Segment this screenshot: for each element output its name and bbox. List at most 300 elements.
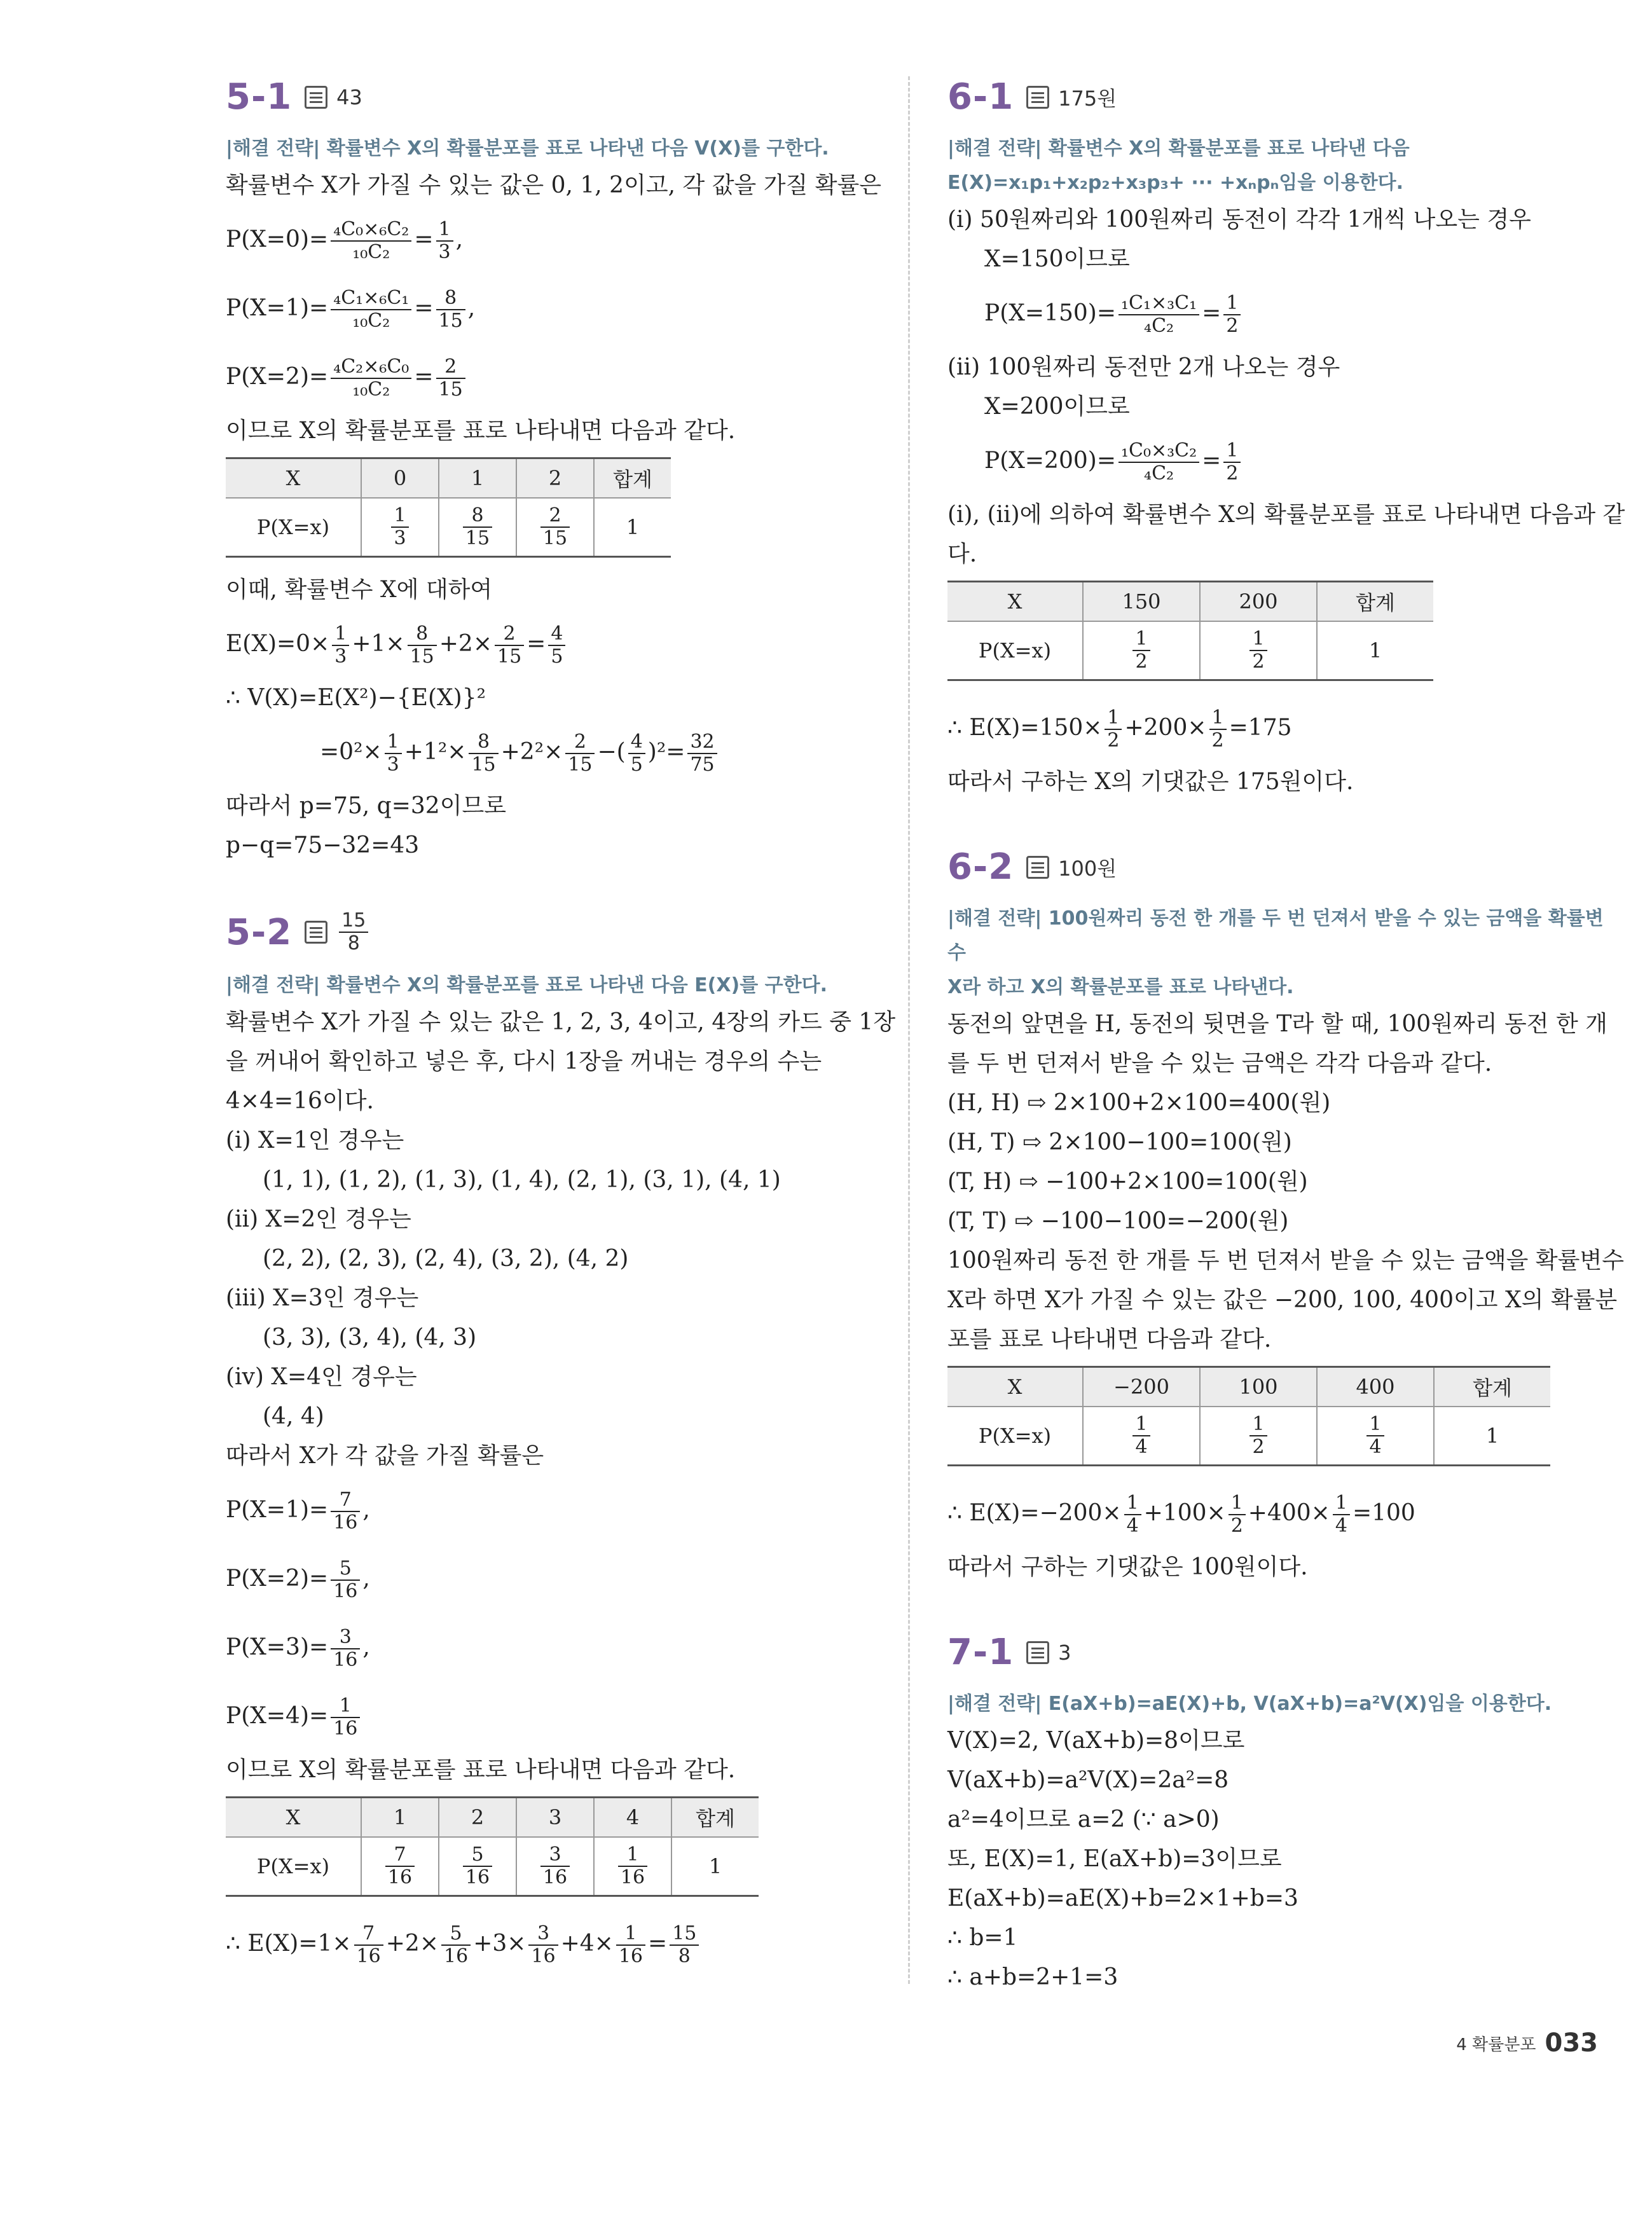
numerator: 5 [441, 1923, 471, 1946]
fraction [1249, 1414, 1267, 1458]
page-number: 033 [1545, 2028, 1598, 2058]
table-header: 2 [516, 458, 594, 499]
text-line: 4×4=16이다. [226, 1088, 374, 1114]
eq-part: E(X)=0× [226, 631, 330, 657]
text-line: X=150이므로 [984, 246, 1130, 272]
eq-part: +1²× [404, 739, 467, 765]
text-line: (ⅰ), (ⅱ)에 의하여 확률변수 X의 확률분포를 표로 나타내면 다음과 같 [947, 502, 1625, 528]
problem-number: 5-1 [226, 76, 293, 118]
text-line: 확률변수 X가 가질 수 있는 값은 0, 1, 2이고, 각 값을 가질 확률은 [226, 172, 882, 198]
fraction [331, 219, 411, 263]
table-cell [439, 1837, 516, 1896]
denominator: 16 [618, 1945, 644, 1967]
numerator: 8 [463, 505, 492, 528]
text-line: 을 꺼내어 확인하고 넣은 후, 다시 1장을 꺼내는 경우의 수는 [226, 1049, 822, 1075]
numerator: 1 [1209, 707, 1227, 730]
numerator: 7 [331, 1489, 360, 1512]
denominator: ₄C₂ [1144, 315, 1174, 337]
denominator: ₄C₂ [1144, 462, 1174, 485]
problem-5-1 [226, 76, 900, 865]
fraction [331, 1558, 360, 1602]
text-line: 따라서 X가 각 값을 가질 확률은 [226, 1443, 544, 1469]
numerator: 1 [436, 219, 453, 242]
section-gap [947, 802, 1609, 846]
section-gap [226, 865, 900, 910]
table-header: 1 [439, 458, 516, 499]
denominator: 2 [1211, 729, 1224, 752]
numerator: 3 [528, 1923, 558, 1946]
numerator: 1 [1333, 1492, 1350, 1515]
equation [226, 205, 900, 274]
outcome-line: (H, H) ⇨ 2×100+2×100=400(원) [947, 1090, 1331, 1116]
distribution-table [947, 581, 1433, 681]
answer-value: 43 [336, 85, 362, 109]
strategy: |해결 전략| 100원짜리 동전 한 개를 두 번 던져서 받을 수 있는 금액을 확률변수 [947, 907, 1604, 964]
numerator: 1 [385, 731, 402, 754]
denominator: 16 [531, 1945, 556, 1967]
strategy: X라 하고 X의 확률분포를 표로 나타낸다. [947, 976, 1294, 998]
eq-part: = [527, 631, 546, 657]
denominator: 4 [1369, 1436, 1382, 1458]
fraction [331, 287, 411, 332]
fraction [495, 623, 524, 668]
denominator: 2 [1107, 729, 1120, 752]
numerator: 3 [540, 1844, 570, 1867]
problem-number: 6-1 [947, 76, 1014, 118]
table-cell [594, 1837, 671, 1896]
fraction [1209, 707, 1227, 752]
case-label: (ⅱ) X=2인 경우는 [226, 1206, 411, 1232]
table-cell: P(X=x) [226, 1837, 361, 1896]
fraction [540, 1844, 570, 1889]
numerator: 15 [339, 910, 368, 933]
denominator: 2 [1226, 462, 1239, 485]
text-line: ∴ V(X)=E(X²)−{E(X)}² [226, 685, 486, 711]
fraction [528, 1923, 558, 1967]
eq-op: = [1202, 448, 1222, 474]
answer-icon [305, 86, 327, 109]
table-header: X [226, 1798, 361, 1838]
table-cell: P(X=x) [947, 621, 1083, 680]
case-label: (ⅱ) 100원짜리 동전만 2개 나오는 경우 [947, 354, 1340, 380]
table-header: 100 [1200, 1367, 1317, 1407]
eq-lhs: P(X=3)= [226, 1634, 329, 1660]
denominator: 4 [1126, 1515, 1139, 1537]
denominator: 2 [1252, 1436, 1265, 1458]
fraction [331, 1627, 360, 1671]
eq-part: =100 [1352, 1500, 1415, 1526]
numerator: 1 [1249, 1414, 1267, 1436]
numerator: 1 [1105, 707, 1122, 730]
problem-number: 6-2 [947, 846, 1014, 888]
answer-value [339, 910, 368, 954]
eq-lhs: P(X=2)= [226, 364, 329, 390]
eq-part: +400× [1248, 1500, 1330, 1526]
denominator: 15 [465, 527, 490, 549]
denominator: 16 [333, 1580, 358, 1602]
numerator: 5 [331, 1558, 360, 1581]
table-cell [1200, 1407, 1317, 1466]
denominator: 2 [1230, 1515, 1243, 1537]
eq-part: +1× [352, 631, 405, 657]
table-header: 3 [516, 1798, 594, 1838]
table-header: X [947, 582, 1083, 622]
denominator: ₁₀C₂ [352, 378, 390, 401]
fraction [1366, 1414, 1384, 1458]
equation [947, 694, 1609, 762]
table-header: 1 [361, 1798, 439, 1838]
numerator: 2 [495, 623, 524, 646]
fraction [1119, 440, 1199, 485]
outcome-line: (H, T) ⇨ 2×100−100=100(원) [947, 1129, 1292, 1155]
distribution-table [226, 1796, 759, 1897]
case-label: (ⅰ) 50원짜리와 100원짜리 동전이 각각 1개씩 나오는 경우 [947, 207, 1531, 233]
fraction [408, 623, 437, 668]
denominator: 5 [551, 645, 563, 668]
numerator: 32 [687, 731, 717, 754]
table-cell: P(X=x) [226, 498, 361, 557]
fraction [436, 356, 465, 401]
denominator: 4 [1135, 1436, 1148, 1458]
problem-6-2 [947, 846, 1624, 1587]
text-line: 확률변수 X가 가질 수 있는 값은 1, 2, 3, 4이고, 4장의 카드 중 1장 [226, 1009, 896, 1035]
denominator: 15 [438, 310, 463, 332]
denominator: 16 [333, 1511, 358, 1534]
denominator: 16 [444, 1945, 469, 1967]
eq-lhs: P(X=0)= [226, 226, 329, 252]
distribution-table [226, 457, 671, 558]
fraction [391, 505, 408, 549]
numerator: 4 [628, 731, 645, 754]
problem-header [947, 1632, 1609, 1673]
text-line: 따라서 구하는 기댓값은 100원이다. [947, 1554, 1308, 1580]
equation [947, 427, 1609, 495]
fraction [628, 731, 645, 776]
table-cell [439, 498, 516, 557]
eq-tail: , [467, 295, 476, 321]
problem-header [947, 846, 1609, 888]
eq-lhs: P(X=1)= [226, 295, 329, 321]
denominator: 15 [471, 754, 496, 776]
text-line: 또, E(X)=1, E(aX+b)=3이므로 [947, 1846, 1282, 1872]
denominator: 75 [690, 754, 715, 776]
numerator: 2 [565, 731, 595, 754]
numerator: ₁C₁×₃C₁ [1119, 293, 1199, 315]
case-values: (4, 4) [263, 1403, 324, 1429]
numerator: 1 [391, 505, 408, 528]
numerator: 8 [408, 623, 437, 646]
fraction [1223, 440, 1241, 485]
case-values: (2, 2), (2, 3), (2, 4), (3, 2), (4, 2) [263, 1246, 629, 1272]
answer-icon [1026, 1641, 1049, 1664]
eq-part: +100× [1143, 1500, 1226, 1526]
eq-op: = [1202, 300, 1222, 326]
denominator: 5 [630, 754, 643, 776]
equation [226, 1545, 900, 1613]
equation [226, 343, 900, 411]
numerator: ₄C₁×₆C₁ [331, 287, 411, 310]
table-cell: P(X=x) [947, 1407, 1083, 1466]
eq-part: ∴ E(X)=1× [226, 1931, 352, 1957]
denominator: 16 [387, 1866, 413, 1889]
text-line: 를 두 번 던져서 받을 수 있는 금액은 각각 다음과 같다. [947, 1050, 1492, 1077]
table-cell: 1 [1317, 621, 1433, 680]
numerator: 1 [1124, 1492, 1141, 1515]
eq-part: =0²× [320, 739, 382, 765]
numerator: 1 [1249, 628, 1267, 651]
fraction [385, 731, 402, 776]
denominator: 2 [1226, 315, 1239, 337]
table-cell [1200, 621, 1317, 680]
fraction [331, 1489, 360, 1534]
text-line: p−q=75−32=43 [226, 832, 420, 858]
column-divider [908, 76, 910, 1984]
text-line: 이때, 확률변수 X에 대하여 [226, 577, 493, 603]
problem-5-2 [226, 910, 900, 1978]
table-header: 0 [361, 458, 439, 499]
numerator: 1 [1223, 293, 1241, 315]
fraction [354, 1923, 383, 1967]
text-line: 다. [947, 541, 977, 567]
table-header: X [947, 1367, 1083, 1407]
denominator: 3 [438, 241, 451, 263]
table-header: 4 [594, 1798, 671, 1838]
problem-header [226, 76, 900, 118]
eq-part: =175 [1229, 715, 1292, 741]
denominator: 15 [542, 527, 568, 549]
table-cell [1083, 621, 1200, 680]
numerator: 1 [1132, 1414, 1150, 1436]
text-line: 따라서 p=75, q=32이므로 [226, 793, 507, 819]
fraction [618, 1844, 647, 1889]
table-header: 200 [1200, 582, 1317, 622]
eq-part: +2× [385, 1931, 439, 1957]
text-line: X라 하면 X가 가질 수 있는 값은 −200, 100, 400이고 X의 확률분 [947, 1287, 1618, 1313]
fraction [331, 1695, 360, 1740]
denominator: 16 [333, 1649, 358, 1671]
eq-op: = [414, 364, 434, 390]
eq-part: +2²× [500, 739, 563, 765]
table-cell: 1 [594, 498, 671, 557]
table-header: 합계 [1317, 582, 1433, 622]
numerator: 8 [436, 287, 465, 310]
answer-icon [1026, 856, 1049, 879]
strategy: |해결 전략| 확률변수 X의 확률분포를 표로 나타낸 다음 [947, 137, 1410, 160]
text-line: V(X)=2, V(aX+b)=8이므로 [947, 1728, 1245, 1754]
table-cell: 1 [1434, 1407, 1550, 1466]
outcome-line: (T, H) ⇨ −100+2×100=100(원) [947, 1169, 1308, 1195]
chapter-label: 4 확률분포 [1456, 2035, 1536, 2054]
numerator: ₄C₀×₆C₂ [331, 219, 411, 242]
eq-part: )²= [647, 739, 685, 765]
eq-part: = [648, 1931, 668, 1957]
section-gap [947, 1587, 1609, 1632]
page-footer [1456, 2028, 1598, 2058]
outcome-line: (T, T) ⇨ −100−100=−200(원) [947, 1208, 1289, 1234]
denominator: 8 [678, 1945, 691, 1967]
fraction [1124, 1492, 1141, 1537]
fraction [1229, 1492, 1246, 1537]
denominator: 15 [438, 378, 463, 401]
text-line: 동전의 앞면을 H, 동전의 뒷면을 T라 할 때, 100원짜리 동전 한 개 [947, 1011, 1607, 1037]
numerator: 15 [670, 1923, 699, 1946]
case-values: (1, 1), (1, 2), (1, 3), (1, 4), (2, 1), (3, 1), (4, 1) [263, 1167, 781, 1193]
denominator: 4 [1335, 1515, 1347, 1537]
equation [226, 1682, 900, 1751]
table-header: 2 [439, 1798, 516, 1838]
table-header: X [226, 458, 361, 499]
problem-number: 7-1 [947, 1632, 1014, 1673]
denominator: 8 [347, 932, 360, 954]
problem-header [226, 910, 900, 954]
eq-tail: , [362, 1497, 370, 1523]
table-cell [1083, 1407, 1200, 1466]
text-line: 포를 표로 나타내면 다음과 같다. [947, 1326, 1272, 1352]
strategy: |해결 전략| 확률변수 X의 확률분포를 표로 나타낸 다음 V(X)를 구한다. [226, 137, 829, 160]
equation [947, 279, 1609, 348]
strategy: E(X)=x₁p₁+x₂p₂+x₃p₃+ ··· +xₙpₙ임을 이용한다. [947, 172, 1403, 194]
answer-icon [305, 921, 327, 944]
numerator: 2 [436, 356, 465, 379]
eq-lhs: P(X=200)= [984, 448, 1116, 474]
denominator: 15 [410, 645, 434, 668]
table-header: 150 [1083, 582, 1200, 622]
numerator: 8 [469, 731, 498, 754]
case-values: (3, 3), (3, 4), (4, 3) [263, 1325, 477, 1351]
table-header: 합계 [671, 1798, 759, 1838]
eq-part: ∴ E(X)=150× [947, 715, 1103, 741]
fraction [1249, 628, 1267, 673]
problem-6-1 [947, 76, 1625, 802]
eq-part: +200× [1124, 715, 1207, 741]
problem-header [947, 76, 1609, 118]
numerator: 1 [1366, 1414, 1384, 1436]
denominator: 3 [334, 645, 347, 668]
answer-value: 100원 [1058, 856, 1117, 881]
eq-tail: , [362, 1566, 370, 1592]
fraction [436, 287, 465, 332]
table-header: 400 [1317, 1367, 1434, 1407]
denominator: 2 [1135, 650, 1148, 673]
eq-part: +2× [439, 631, 492, 657]
strategy: |해결 전략| 확률변수 X의 확률분포를 표로 나타낸 다음 E(X)를 구한다. [226, 974, 827, 996]
fraction [331, 356, 411, 401]
text-line: X=200이므로 [984, 394, 1130, 420]
fraction [1105, 707, 1122, 752]
denominator: 16 [465, 1866, 490, 1889]
text-line: 따라서 구하는 X의 기댓값은 175원이다. [947, 769, 1354, 795]
numerator: ₁C₀×₃C₂ [1119, 440, 1199, 463]
text-line: a²=4이므로 a=2 (∵ a>0) [947, 1807, 1220, 1833]
numerator: 1 [1223, 440, 1241, 463]
fraction [1132, 628, 1150, 673]
fraction [1223, 293, 1241, 337]
fraction [616, 1923, 645, 1967]
table-cell [516, 498, 594, 557]
fraction [463, 1844, 492, 1889]
fraction [687, 731, 717, 776]
eq-part: +4× [560, 1931, 614, 1957]
table-header: 합계 [1434, 1367, 1550, 1407]
fraction [332, 623, 349, 668]
numerator: ₄C₂×₆C₀ [331, 356, 411, 379]
table-cell [361, 1837, 439, 1896]
eq-part: −( [597, 739, 626, 765]
text-line: ∴ b=1 [947, 1925, 1018, 1951]
eq-part: +3× [473, 1931, 527, 1957]
eq-part: ∴ E(X)=−200× [947, 1500, 1122, 1526]
fraction [1132, 1414, 1150, 1458]
eq-lhs: P(X=4)= [226, 1703, 329, 1729]
eq-lhs: P(X=1)= [226, 1497, 329, 1523]
numerator: 2 [540, 505, 570, 528]
fraction [548, 623, 565, 668]
text-line: ∴ a+b=2+1=3 [947, 1964, 1119, 1990]
equation [226, 274, 900, 343]
table-header: 합계 [594, 458, 671, 499]
equation [226, 718, 900, 787]
equation [226, 1476, 900, 1545]
table-cell [361, 498, 439, 557]
strategy: |해결 전략| E(aX+b)=aE(X)+b, V(aX+b)=a²V(X)임을 이용한다. [947, 1693, 1552, 1715]
table-header: −200 [1083, 1367, 1200, 1407]
numerator: 7 [385, 1844, 415, 1867]
denominator: 15 [497, 645, 522, 668]
numerator: 1 [331, 1695, 360, 1718]
problem-7-1 [947, 1632, 1609, 1997]
fraction [1333, 1492, 1350, 1537]
numerator: 1 [616, 1923, 645, 1946]
eq-op: = [414, 295, 434, 321]
fraction [670, 1923, 699, 1967]
right-column [947, 76, 1625, 1997]
fraction [540, 505, 570, 549]
fraction [565, 731, 595, 776]
answer-icon [1026, 86, 1049, 109]
equation [226, 1613, 900, 1682]
text-line: V(aX+b)=a²V(X)=2a²=8 [947, 1767, 1229, 1793]
numerator: 1 [618, 1844, 647, 1867]
denominator: ₁₀C₂ [352, 241, 390, 263]
answer-value: 175원 [1058, 86, 1117, 111]
left-column [226, 76, 900, 1978]
fraction [436, 219, 453, 263]
denominator: 16 [333, 1717, 358, 1740]
denominator: 3 [387, 754, 399, 776]
denominator: ₁₀C₂ [352, 310, 390, 332]
denominator: 16 [542, 1866, 568, 1889]
denominator: 16 [356, 1945, 381, 1967]
text-line: 100원짜리 동전 한 개를 두 번 던져서 받을 수 있는 금액을 확률변수 [947, 1248, 1624, 1274]
eq-tail: , [362, 1634, 370, 1660]
fraction [1119, 293, 1199, 337]
eq-lhs: P(X=150)= [984, 300, 1116, 326]
text-line: 이므로 X의 확률분포를 표로 나타내면 다음과 같다. [226, 418, 736, 444]
problem-number: 5-2 [226, 911, 293, 953]
denominator: 3 [394, 527, 406, 549]
table-cell [516, 1837, 594, 1896]
distribution-table [947, 1366, 1550, 1466]
equation [947, 1479, 1609, 1548]
numerator: 7 [354, 1923, 383, 1946]
text-line: 이므로 X의 확률분포를 표로 나타내면 다음과 같다. [226, 1757, 736, 1783]
denominator: 16 [620, 1866, 645, 1889]
table-cell: 1 [671, 1837, 759, 1896]
numerator: 5 [463, 1844, 492, 1867]
fraction [385, 1844, 415, 1889]
eq-tail: , [455, 226, 464, 252]
case-label: (ⅳ) X=4인 경우는 [226, 1364, 417, 1390]
